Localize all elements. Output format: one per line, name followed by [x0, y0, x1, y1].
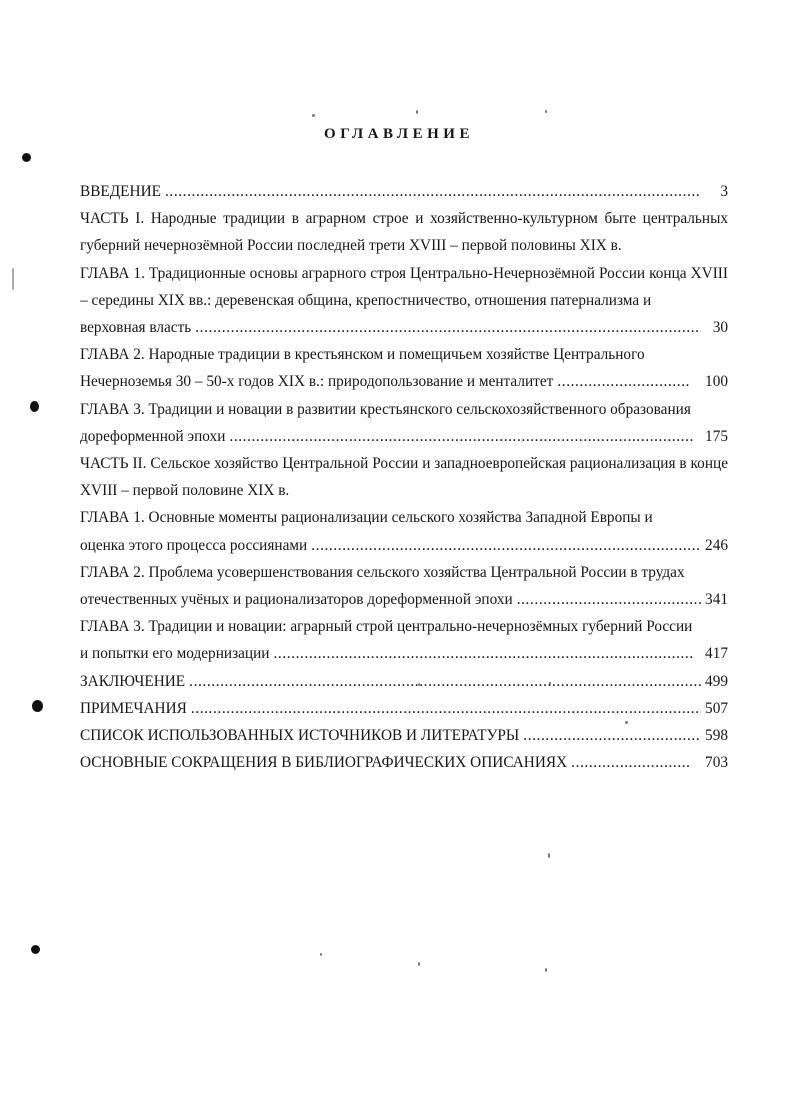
toc-page-number: 341: [705, 591, 728, 609]
toc-page-number: 598: [705, 727, 728, 745]
toc-entry-heading: ГЛАВА 3. Традиции и новации: аграрный строй центрально-нечернозёмных губерний России: [80, 618, 693, 636]
toc-entry-part1-chapter3[interactable]: [80, 396, 728, 450]
toc-leader-dots: [165, 178, 701, 205]
scan-speck: [548, 853, 550, 858]
scan-speck: [418, 962, 420, 966]
toc-entry-part2-chapter3[interactable]: [80, 613, 728, 667]
toc-leader-dots: [311, 532, 701, 559]
toc-entry-heading: ГЛАВА 2. Проблема усовершенствования сельского хозяйства Центральной России в трудах: [80, 563, 685, 581]
toc-page-number: 703: [705, 754, 728, 772]
toc-entry-part1-chapter1[interactable]: [80, 260, 728, 342]
toc-entry-heading: ГЛАВА 2. Народные традиции в крестьянском и помещичьем хозяйстве Центрального: [80, 346, 645, 364]
toc-leader-dots: [523, 722, 701, 749]
toc-entry-title: ВВЕДЕНИЕ: [80, 183, 161, 200]
toc-entry-title: ЗАКЛЮЧЕНИЕ: [80, 672, 186, 690]
toc-entry-title: ОСНОВНЫЕ СОКРАЩЕНИЯ В БИБЛИОГРАФИЧЕСКИХ ОПИСАНИЯХ: [80, 754, 568, 772]
toc-leader-dots: [189, 668, 701, 695]
punch-hole-mark: [22, 153, 31, 162]
toc-entry-title: оценка этого процесса россиянами: [80, 536, 308, 554]
toc-entry-title: и попытки его модернизации: [80, 645, 270, 663]
toc-entry-part2-chapter1[interactable]: [80, 504, 728, 558]
punch-hole-mark: [31, 945, 40, 954]
toc-leader-dots: [229, 423, 694, 450]
toc-leader-dots: [557, 368, 690, 395]
toc-entry-heading: ГЛАВА 3. Традиции и новации в развитии крестьянского сельскохозяйственного образования: [80, 400, 691, 418]
toc-entry-introduction[interactable]: [80, 178, 728, 205]
page-title: ОГЛАВЛЕНИЕ: [324, 126, 474, 142]
toc-entry-title: верховная власть: [80, 319, 192, 337]
table-of-contents: [80, 178, 728, 776]
toc-part-1-heading: ЧАСТЬ I. Народные традиции в аграрном строе и хозяйственно-культурном быте центральных губерний нечернозёмной России последней трети XVIII – первой половины XIX в.: [80, 210, 728, 255]
scan-speck: [545, 110, 547, 113]
toc-page-number: 246: [705, 536, 728, 554]
toc-leader-dots: [571, 749, 689, 776]
toc-leader-dots: [273, 640, 694, 667]
toc-leader-dots: [191, 695, 701, 722]
toc-entry-title: ПРИМЕЧАНИЯ: [80, 699, 187, 717]
scan-speck: [320, 953, 322, 956]
toc-page-number: 417: [705, 645, 728, 663]
toc-page-number: 507: [705, 699, 728, 717]
toc-entry-bibliography[interactable]: [80, 722, 728, 749]
toc-page-number: 3: [720, 183, 728, 200]
toc-part-2-heading: ЧАСТЬ II. Сельское хозяйство Центральной России и западноевропейская рационализация в конце XVIII – первой половине XIX в.: [80, 455, 728, 500]
toc-page-number: 100: [705, 373, 728, 391]
toc-page-number: 175: [705, 427, 728, 445]
toc-entry-part1-chapter2[interactable]: [80, 341, 728, 395]
toc-entry-conclusion[interactable]: [80, 668, 728, 695]
toc-entry-title: СПИСОК ИСПОЛЬЗОВАННЫХ ИСТОЧНИКОВ И ЛИТЕРАТУРЫ: [80, 727, 520, 745]
toc-entry-heading: ГЛАВА 1. Основные моменты рационализации сельского хозяйства Западной Европы и: [80, 509, 653, 527]
toc-entry-title: отечественных учёных и рационализаторов дореформенной эпохи: [80, 591, 513, 609]
toc-entry-title: Нечерноземья 30 – 50-х годов XIX в.: природопользование и менталитет: [80, 373, 554, 391]
toc-entry-heading: ГЛАВА 1. Традиционные основы аграрного строя Центрально-Нечернозёмной России конца XVIII – середины XIX вв.: деревенская община, крепостничество, отношения патернализма и: [80, 264, 728, 309]
toc-entry-notes[interactable]: [80, 695, 728, 722]
punch-hole-mark: [32, 700, 43, 712]
scan-speck: [12, 268, 14, 290]
toc-entry-part2-chapter2[interactable]: [80, 559, 728, 613]
toc-page-number: 499: [705, 672, 728, 690]
toc-page-number: 30: [712, 319, 728, 337]
scan-speck: [545, 968, 547, 972]
punch-hole-mark: [30, 401, 39, 412]
toc-leader-dots: [195, 314, 701, 341]
scan-speck: [416, 110, 418, 114]
toc-entry-title: дореформенной эпохи: [80, 427, 226, 445]
toc-entry-abbreviations[interactable]: [80, 749, 728, 776]
scan-speck: [312, 114, 315, 117]
toc-leader-dots: [517, 586, 701, 613]
